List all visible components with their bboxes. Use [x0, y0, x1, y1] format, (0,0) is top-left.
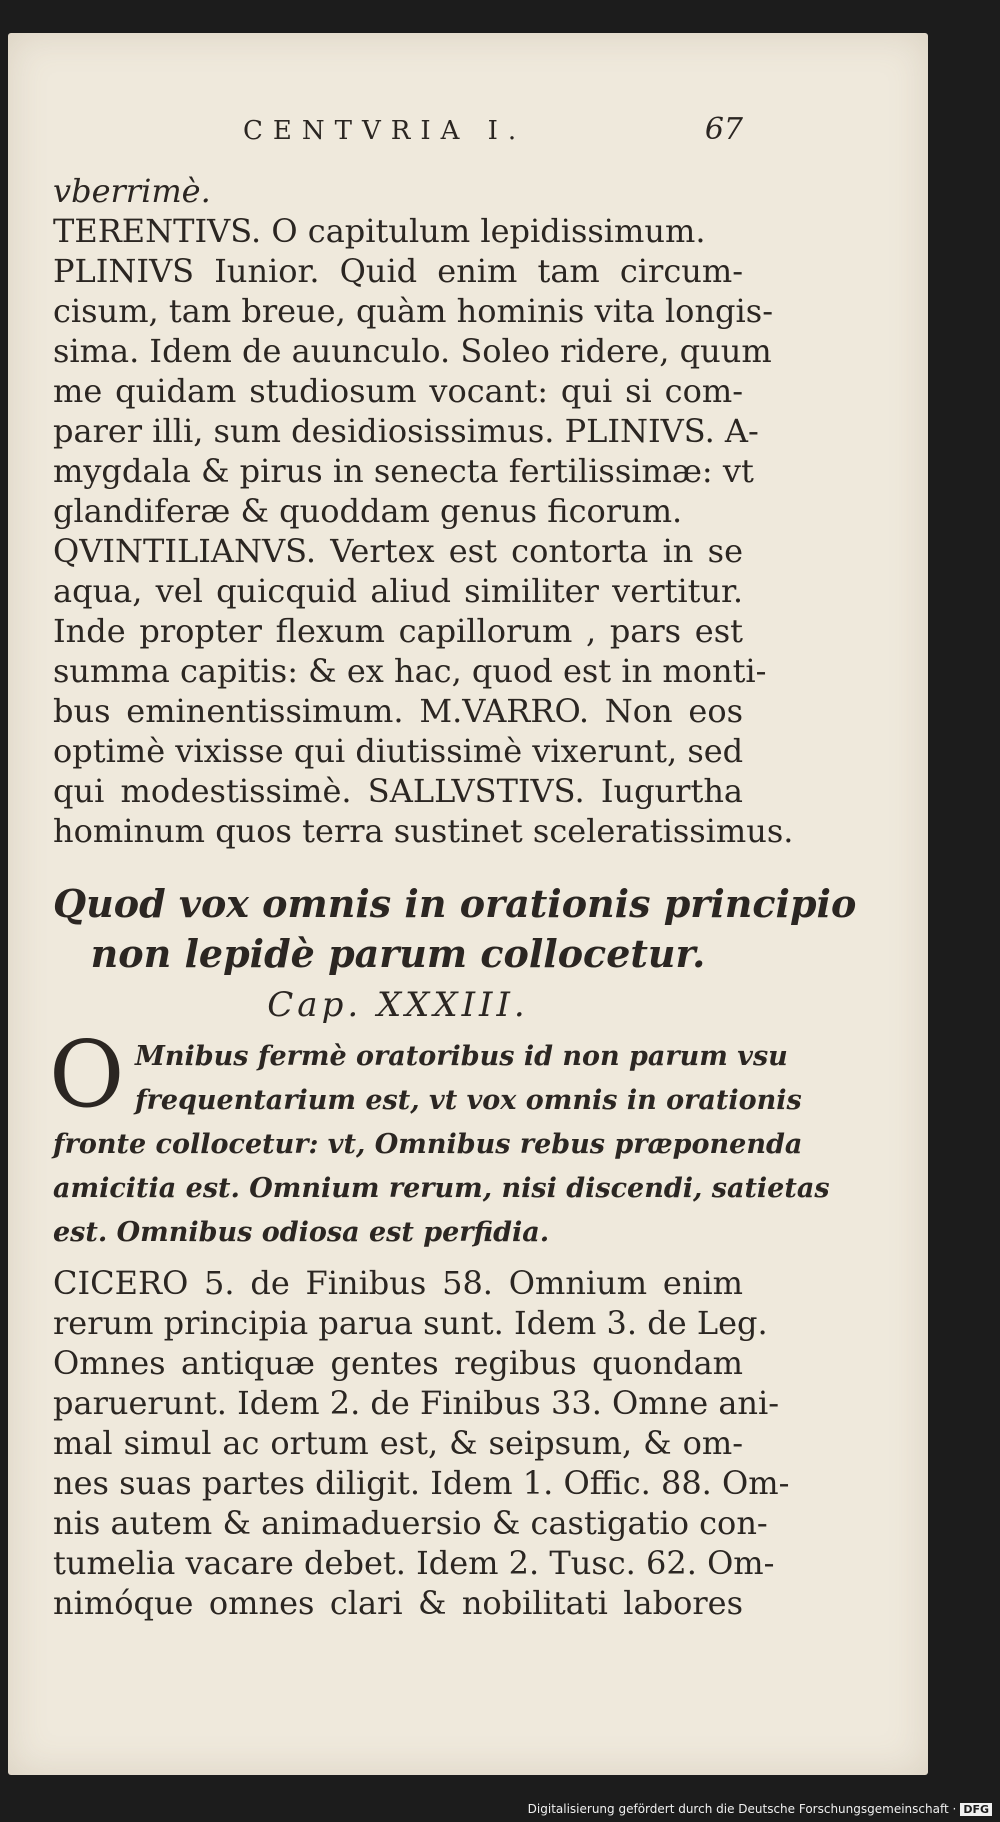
text-line: Omnes antiquæ gentes regibus quondam: [53, 1344, 743, 1382]
text-line: rerum principia parua sunt. Idem 3. de Leg.: [53, 1304, 768, 1342]
text-line: parer illi, sum desidiosissimus. PLINIVS. A-: [53, 412, 759, 450]
text-line: PLINIVS Iunior. Quid enim tam circum-: [53, 252, 743, 290]
text-line: aqua, vel quicquid aliud similiter vertitur.: [53, 572, 743, 610]
chapter-number: Cap. XXXIII.: [267, 985, 529, 1025]
running-header: [53, 112, 743, 156]
italic-line: amicitia est. Omnium rerum, nisi discendi, satietas: [53, 1173, 830, 1204]
text-line: tumelia vacare debet. Idem 2. Tusc. 62. Om-: [53, 1544, 775, 1582]
text-line: nes suas partes diligit. Idem 1. Offic. 88. Om-: [53, 1464, 790, 1502]
text-line: summa capitis: & ex hac, quod est in monti-: [53, 652, 767, 690]
text-line: TERENTIVS. O capitulum lepidissimum.: [53, 212, 706, 250]
book-page: [8, 33, 928, 1775]
text-line: mal simul ac ortum est, & seipsum, & om-: [53, 1424, 743, 1462]
text-line: optimè vixisse qui diutissimè vixerunt, sed: [53, 732, 744, 770]
text-line: cisum, tam breue, quàm hominis vita longis-: [53, 292, 773, 330]
text-line: QVINTILIANVS. Vertex est contorta in se: [53, 532, 743, 570]
italic-line: Mnibus fermè oratoribus id non parum vsu: [135, 1041, 788, 1072]
text-line: me quidam studiosum vocant: qui si com-: [53, 372, 743, 410]
text-line: vberrimè.: [53, 172, 211, 210]
text-line: paruerunt. Idem 2. de Finibus 33. Omne ani-: [53, 1384, 780, 1422]
running-title: CENTVRIA I.: [243, 116, 527, 146]
italic-line: fronte collocetur: vt, Omnibus rebus præponenda: [53, 1129, 803, 1160]
text-line: qui modestissimè. SALLVSTIVS. Iugurtha: [53, 772, 743, 810]
text-line: hominum quos terra sustinet sceleratissimus.: [53, 812, 794, 850]
digitization-credit: [528, 1802, 992, 1816]
text-line: glandiferæ & quoddam genus ficorum.: [53, 492, 683, 530]
text-line: nimóque omnes clari & nobilitati labores: [53, 1584, 743, 1622]
credit-text: Digitalisierung gefördert durch die Deutsche Forschungsgemeinschaft ·: [527, 1802, 957, 1816]
text-line: mygdala & pirus in senecta fertilissimæ: vt: [53, 452, 754, 490]
italic-line: frequentarium est, vt vox omnis in orationis: [135, 1085, 802, 1116]
page-number: 67: [704, 112, 743, 147]
text-line: Inde propter flexum capillorum , pars est: [53, 612, 743, 650]
text-line: bus eminentissimum. M.VARRO. Non eos: [53, 692, 743, 730]
section-heading-line-2: non lepidè parum collocetur.: [90, 931, 706, 976]
dfg-logo: DFG: [960, 1803, 992, 1816]
italic-line: est. Omnibus odiosa est perfidia.: [53, 1217, 550, 1248]
text-line: sima. Idem de auunculo. Soleo ridere, quum: [53, 332, 772, 370]
text-line: CICERO 5. de Finibus 58. Omnium enim: [53, 1264, 743, 1302]
text-line: nis autem & animaduersio & castigatio con-: [53, 1504, 768, 1542]
drop-cap: O: [49, 1021, 125, 1128]
section-heading-line-1: Quod vox omnis in orationis principio: [53, 881, 857, 926]
